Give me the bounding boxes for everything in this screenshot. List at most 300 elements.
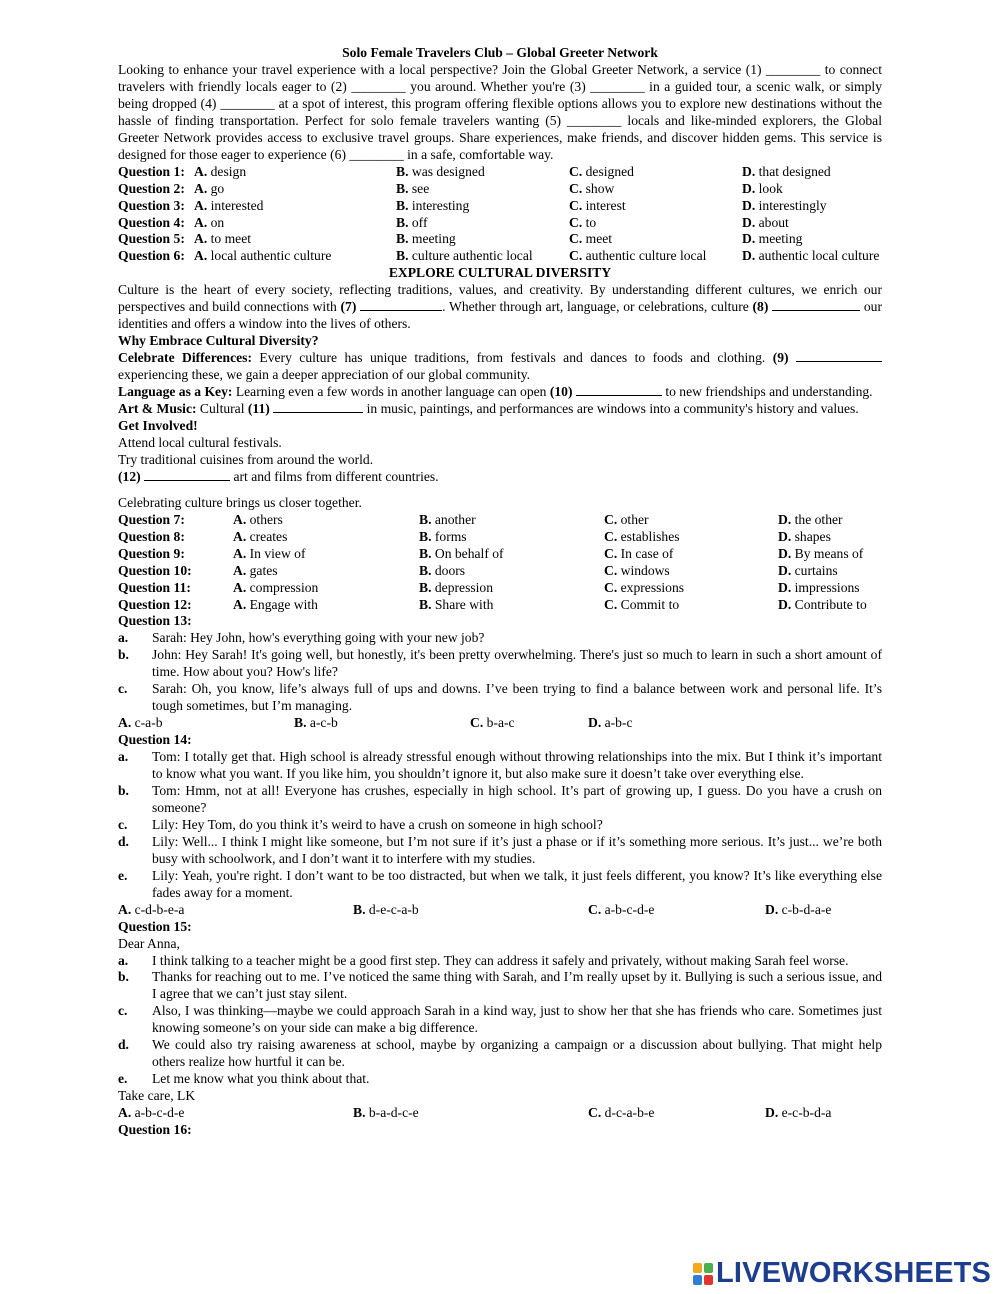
option-text: local authentic culture [210,248,332,264]
question-label: Question 12: [118,596,192,612]
option-letter: B. [419,511,435,527]
option-a[interactable] [194,231,396,248]
option-letter: B. [396,197,412,213]
question-label: Question 7: [118,511,185,527]
celebrate-text-1: Every culture has unique traditions, from festivals and dances to foods and clothing. [251,350,773,366]
section2-intro [118,282,882,333]
why-heading: Why Embrace Cultural Diversity? [118,333,319,349]
option-letter: C. [569,248,586,264]
option-letter: B. [419,528,435,544]
dialogue-item [118,647,882,681]
option-text: interestingly [758,197,827,213]
dialogue-item [118,783,882,817]
item-text: John: Hey Sarah! It's going well, but honestly, it's been pretty overwhelming. There's just so much to learn in such a short amount of time. How about you? How's life? [152,647,882,680]
option-b[interactable] [294,715,470,732]
question-row [118,512,882,529]
item-text: Tom: I totally get that. High school is already stressful enough without throwing relationships into the mix. But I think it’s important to know what you want. If you like him, you shouldn’t ignore it, but also make sure it doesn’t take over everything else. [152,749,882,782]
dialogue-item [118,630,882,647]
art-text-1: Cultural [196,401,248,417]
celebrate-paragraph [118,350,882,384]
art-text-2: in music, paintings, and performances are windows into a community's history and values. [363,401,859,417]
option-b[interactable] [419,546,604,563]
option-text: compression [249,579,319,595]
option-text: that designed [758,163,831,179]
option-letter: A. [118,715,135,731]
option-text: to meet [210,231,252,247]
option-c[interactable] [604,563,778,580]
option-d[interactable] [778,546,882,563]
option-text: on [210,214,225,230]
question-row [118,198,882,215]
options-row [118,715,882,732]
question-row [118,231,882,248]
option-letter: D. [742,180,759,196]
option-d[interactable] [778,563,882,580]
blank-8[interactable] [772,299,860,311]
option-c[interactable] [569,164,742,181]
question-label: Question 8: [118,528,185,544]
option-letter: C. [588,901,605,917]
option-text: Commit to [620,596,680,612]
option-letter: C. [604,562,621,578]
intro-text-2: . Whether through art, language, or celebrations, culture [442,299,753,315]
option-letter: D. [742,197,759,213]
celebrate-text-2: experiencing these, we gain a deeper appreciation of our global community. [118,367,531,383]
logo-square [704,1263,713,1273]
q13-options [118,715,882,732]
question-label: Question 3: [118,197,185,213]
question-row [118,248,882,265]
section2-questions [118,512,882,614]
q13-title: Question 13: [118,613,192,629]
option-text: meeting [758,231,803,247]
q15-options [118,1105,882,1122]
option-b[interactable] [353,902,588,919]
option-text: curtains [794,562,838,578]
option-c[interactable] [569,198,742,215]
blank-12[interactable] [144,469,230,481]
option-text: a-b-c [604,715,633,731]
option-text: designed [585,163,634,179]
option-text: a-c-b [309,715,338,731]
question-row [118,580,882,597]
option-letter: D. [778,596,795,612]
celebrate-label: Celebrate Differences: [118,350,252,366]
section1-questions [118,164,882,266]
q13-items [118,630,882,715]
option-letter: A. [233,562,250,578]
option-b[interactable] [396,181,569,198]
option-letter: D. [778,579,795,595]
option-letter: D. [765,901,782,917]
option-text: d-e-c-a-b [368,901,419,917]
option-a[interactable] [194,248,396,265]
option-text: about [758,214,789,230]
liveworksheets-logo [693,1257,991,1290]
try-line: Try traditional cuisines from around the world. [118,451,374,467]
option-text: depression [434,579,494,595]
option-b[interactable] [353,1105,588,1122]
option-text: was designed [411,163,485,179]
option-text: In view of [249,545,306,561]
option-a[interactable] [233,563,419,580]
option-letter: B. [396,214,412,230]
option-letter: B. [353,901,369,917]
option-letter: D. [742,214,759,230]
option-c[interactable] [604,580,778,597]
get-involved-heading: Get Involved! [118,417,198,433]
option-letter: B. [396,163,412,179]
option-a[interactable] [118,902,353,919]
option-text: In case of [620,545,674,561]
item-text: Lily: Yeah, you're right. I don’t want to be too distracted, but when we talk, it just feels different, you know? It’s like everything else fades away for a moment. [152,867,882,900]
option-letter: A. [233,596,250,612]
option-text: go [210,180,225,196]
option-text: interest [585,197,626,213]
question-label: Question 6: [118,248,185,264]
section2-title: EXPLORE CULTURAL DIVERSITY [388,265,612,281]
option-b[interactable] [396,198,569,215]
item-label: a. [118,749,129,765]
question-label: Question 10: [118,562,192,578]
option-letter: A. [194,248,211,264]
art-paragraph [118,401,882,418]
item-label: c. [118,816,128,832]
option-letter: C. [569,231,586,247]
option-a[interactable] [194,198,396,215]
option-letter: B. [396,248,412,264]
option-letter: D. [778,562,795,578]
closing-line: Celebrating culture brings us closer together. [118,494,362,510]
option-a[interactable] [233,529,419,546]
option-letter: B. [353,1105,369,1121]
option-text: meeting [411,231,456,247]
dialogue-item [118,1037,882,1071]
option-letter: B. [419,596,435,612]
option-c[interactable] [569,248,742,265]
blank-7-label: (7) [340,299,357,315]
option-text: establishes [620,528,680,544]
option-a[interactable] [233,512,419,529]
language-text-2: to new friendships and understanding. [661,384,873,400]
q14-items [118,749,882,902]
option-d[interactable] [742,181,882,198]
option-d[interactable] [742,198,882,215]
option-text: b-a-c [486,715,515,731]
option-c[interactable] [604,529,778,546]
option-b[interactable] [396,164,569,181]
option-text: authentic local culture [758,248,880,264]
section1-title: Solo Female Travelers Club – Global Greeter Network [342,45,658,60]
option-d[interactable] [778,597,882,614]
option-text: other [620,511,649,527]
blank-10-label: (10) [549,384,573,400]
blank-7[interactable] [360,299,442,311]
option-a[interactable] [118,715,294,732]
option-letter: C. [604,528,621,544]
item-label: c. [118,1003,128,1019]
option-letter: C. [569,214,586,230]
option-letter: D. [765,1105,782,1121]
language-text-1: Learning even a few words in another language can open [232,384,550,400]
option-letter: C. [588,1105,605,1121]
option-text: a-b-c-d-e [604,901,655,917]
dialogue-item [118,953,882,970]
option-c[interactable] [588,1105,765,1122]
option-letter: B. [419,545,435,561]
option-d[interactable] [778,580,882,597]
question-label: Question 11: [118,579,191,595]
options-row [118,1105,882,1122]
option-letter: A. [118,1105,135,1121]
option-letter: D. [742,248,759,264]
intro-text-3: our identities and offers a window into the lives of others. [118,299,882,332]
option-d[interactable] [742,248,882,265]
option-letter: A. [233,579,250,595]
option-text: c-d-b-e-a [134,901,185,917]
option-letter: B. [396,180,412,196]
option-text: b-a-d-c-e [368,1105,419,1121]
option-text: shapes [794,528,831,544]
option-text: forms [434,528,467,544]
item-label: d. [118,1037,129,1053]
logo-mark-icon [693,1263,713,1285]
question-row [118,181,882,198]
option-c[interactable] [604,597,778,614]
intro-text-1: Culture is the heart of every society, reflecting traditions, values, and creativity. By understanding different cultures, we enrich our perspectives and build connections with [118,282,882,315]
option-c[interactable] [569,181,742,198]
item-text: Lily: Well... I think I might like someone, but I’m not sure if it’s just a phase or if it’s something more serious. It’s just... we’re both busy with schoolwork, and I don’t want it to interfere with my studies. [152,833,882,866]
blank-11-label: (11) [247,401,270,417]
option-letter: D. [778,545,795,561]
option-text: others [249,511,283,527]
blank-11[interactable] [273,401,363,413]
art-films-text: art and films from different countries. [230,468,439,484]
item-text: Thanks for reaching out to me. I’ve noticed the same thing with Sarah, and I’m really upset by it. Bullying is such a serious issue, and I agree that we can’t just stay silent. [152,969,882,1002]
option-text: culture authentic local [411,248,533,264]
option-d[interactable] [778,512,882,529]
option-d[interactable] [742,231,882,248]
question-label: Question 1: [118,163,185,179]
option-text: Engage with [249,596,318,612]
option-b[interactable] [396,231,569,248]
option-letter: C. [604,545,621,561]
logo-text: LIVEWORKSHEETS [716,1257,992,1289]
option-text: c-a-b [134,715,163,731]
question-row [118,597,882,614]
option-letter: B. [396,231,412,247]
option-letter: A. [233,528,250,544]
item-label: e. [118,1071,128,1087]
option-letter: C. [604,511,621,527]
option-c[interactable] [569,231,742,248]
option-letter: D. [778,528,795,544]
option-a[interactable] [233,597,419,614]
item-text: Also, I was thinking—maybe we could approach Sarah in a kind way, just to show her that she has friends who care. Sometimes just knowing someone’s on your side can make a big difference. [152,1003,882,1036]
option-text: look [758,180,783,196]
option-letter: B. [294,715,310,731]
option-text: Share with [434,596,494,612]
blank-12-label: (12) [118,468,141,484]
dialogue-item [118,868,882,902]
item-text: We could also try raising awareness at school, maybe by organizing a campaign or a discussion about bullying. That might help others realize how hurtful it can be. [152,1037,882,1070]
option-letter: A. [194,214,211,230]
option-a[interactable] [194,164,396,181]
option-letter: C. [569,197,586,213]
language-paragraph [118,384,882,401]
option-c[interactable] [604,546,778,563]
option-a[interactable] [194,215,396,232]
question-label: Question 9: [118,545,185,561]
dialogue-item [118,1003,882,1037]
art-films-line [118,469,882,486]
option-text: off [411,214,428,230]
q15-items [118,953,882,1089]
option-letter: A. [194,180,211,196]
option-a[interactable] [118,1105,353,1122]
question-row [118,164,882,181]
q15-signoff: Take care, LK [118,1088,196,1104]
dialogue-item [118,817,882,834]
dialogue-item [118,834,882,868]
option-b[interactable] [396,215,569,232]
question-row [118,215,882,232]
option-letter: B. [419,562,435,578]
q14-title: Question 14: [118,732,192,748]
item-label: b. [118,782,129,798]
option-text: On behalf of [434,545,504,561]
item-text: Lily: Hey Tom, do you think it’s weird to have a crush on someone in high school? [152,816,603,832]
item-label: e. [118,867,128,883]
blank-9[interactable] [796,350,882,362]
option-text: meet [585,231,613,247]
option-b[interactable] [419,597,604,614]
question-label: Question 2: [118,180,185,196]
option-a[interactable] [233,580,419,597]
option-letter: A. [194,163,211,179]
option-c[interactable] [569,215,742,232]
option-a[interactable] [233,546,419,563]
option-text: d-c-a-b-e [604,1105,655,1121]
options-row [118,902,882,919]
option-text: design [210,163,247,179]
logo-square [693,1263,702,1273]
option-b[interactable] [419,563,604,580]
item-label: a. [118,952,129,968]
option-d[interactable] [778,529,882,546]
item-label: b. [118,647,129,663]
option-letter: C. [569,163,586,179]
option-text: authentic culture local [585,248,707,264]
item-text: Let me know what you think about that. [152,1071,370,1087]
option-text: gates [249,562,278,578]
option-b[interactable] [419,580,604,597]
item-text: Sarah: Oh, you know, life’s always full of ups and downs. I’ve been trying to find a balance between work and personal life. It’s tough sometimes, but I’m managing. [152,681,882,714]
dialogue-item [118,749,882,783]
attend-line: Attend local cultural festivals. [118,434,282,450]
logo-square [693,1275,702,1285]
option-text: c-b-d-a-e [781,901,832,917]
option-b[interactable] [419,512,604,529]
option-text: another [434,511,476,527]
question-label: Question 5: [118,231,185,247]
option-text: Contribute to [794,596,867,612]
section1-paragraph: Looking to enhance your travel experience with a local perspective? Join the Global Greeter Network, a service (1) ________ to connect travelers with friendly locals eager to (2) ________ you around. Whether you're (3) ________ in a guided tour, a scenic walk, or simply being dropped (4) ________ at a spot of interest, this program offering flexible options allows you to explore new destinations without the hassle of finding transportation. Perfect for solo female travelers wanting (5) ________ locals and like-minded explorers, the Global Greeter Network provides access to exclusive travel groups. Share experiences, make friends, and discover hidden gems. This service is designed for those eager to experience (6) ________ in a safe, comfortable way. [118,61,882,162]
option-c[interactable] [604,512,778,529]
option-text: interesting [411,197,470,213]
option-letter: C. [569,180,586,196]
dialogue-item [118,681,882,715]
option-text: By means of [794,545,864,561]
question-row [118,546,882,563]
option-letter: C. [604,579,621,595]
option-text: expressions [620,579,685,595]
option-text: doors [434,562,466,578]
option-text: interested [210,197,264,213]
option-letter: D. [742,163,759,179]
option-text: a-b-c-d-e [134,1105,185,1121]
item-label: d. [118,833,129,849]
option-letter: C. [470,715,487,731]
option-letter: A. [233,511,250,527]
option-c[interactable] [470,715,588,732]
option-text: to [585,214,597,230]
blank-9-label: (9) [772,350,789,366]
art-label: Art & Music: [118,401,197,417]
option-letter: D. [742,231,759,247]
option-text: windows [620,562,670,578]
item-text: Sarah: Hey John, how's everything going with your new job? [152,630,485,646]
q15-title: Question 15: [118,918,192,934]
q16-title: Question 16: [118,1122,192,1138]
language-label: Language as a Key: [118,384,233,400]
option-text: impressions [794,579,860,595]
option-letter: A. [118,901,135,917]
logo-square [704,1275,713,1285]
option-d[interactable] [765,902,865,919]
option-b[interactable] [396,248,569,265]
item-label: b. [118,969,129,985]
item-label: a. [118,630,129,646]
dialogue-item [118,1071,882,1088]
option-text: the other [794,511,843,527]
option-d[interactable] [742,215,882,232]
option-text: e-c-b-d-a [781,1105,832,1121]
item-label: c. [118,681,128,697]
question-row [118,529,882,546]
option-letter: D. [588,715,605,731]
option-letter: A. [194,197,211,213]
q14-options [118,902,882,919]
option-letter: A. [194,231,211,247]
option-c[interactable] [588,902,765,919]
item-text: I think talking to a teacher might be a good first step. They can address it safely and privately, without making Sarah feel worse. [152,952,849,968]
option-text: see [411,180,430,196]
option-letter: C. [604,596,621,612]
question-label: Question 4: [118,214,185,230]
option-d[interactable] [765,1105,865,1122]
blank-8-label: (8) [752,299,769,315]
q15-greeting: Dear Anna, [118,935,180,951]
option-d[interactable] [742,164,882,181]
blank-10[interactable] [576,384,662,396]
item-text: Tom: Hmm, not at all! Everyone has crushes, especially in high school. It’s part of growing up, I guess. Do you have a crush on someone? [152,782,882,815]
worksheet-page [118,45,882,1139]
option-d[interactable] [588,715,688,732]
option-letter: A. [233,545,250,561]
option-a[interactable] [194,181,396,198]
option-b[interactable] [419,529,604,546]
